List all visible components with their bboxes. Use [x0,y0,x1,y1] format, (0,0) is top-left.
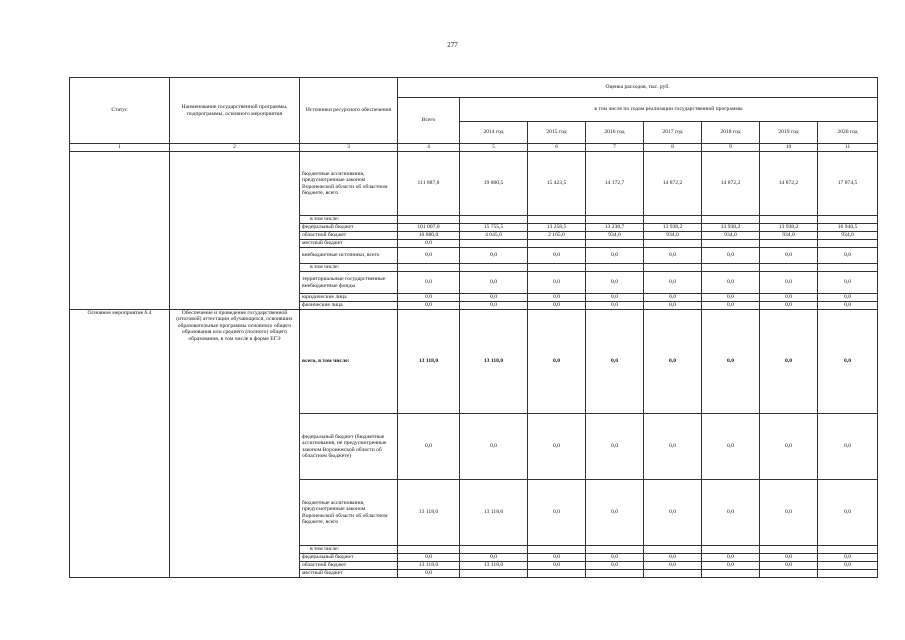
year-value-cell: 0,0 [760,310,818,414]
year-value-cell: 15 423,5 [528,152,586,216]
year-value-cell: 0,0 [644,310,702,414]
total-cell [398,216,460,224]
header-year: 2019 год [760,122,818,144]
year-value-cell [586,546,644,554]
total-cell: 0,0 [398,302,460,310]
year-value-cell: 0,0 [528,272,586,294]
total-cell: 10 880,0 [398,232,460,240]
year-value-cell: 0,0 [818,480,878,546]
year-value-cell: 0,0 [702,302,760,310]
total-cell: 0,0 [398,414,460,480]
year-value-cell: 934,0 [760,232,818,240]
year-value-cell [818,240,878,248]
year-value-cell [702,216,760,224]
year-value-cell: 0,0 [760,248,818,264]
source-cell: местный бюджет [300,240,398,248]
year-value-cell: 0,0 [460,248,528,264]
total-cell: 111 887,8 [398,152,460,216]
year-value-cell [586,570,644,578]
year-value-cell: 0,0 [528,294,586,302]
year-value-cell [528,264,586,272]
header-total: Всего [398,98,460,144]
year-value-cell: 0,0 [818,310,878,414]
year-value-cell: 0,0 [702,272,760,294]
year-value-cell [460,216,528,224]
year-value-cell: 0,0 [460,272,528,294]
year-value-cell: 0,0 [644,480,702,546]
year-value-cell [528,570,586,578]
total-cell: 13 118,0 [398,480,460,546]
year-value-cell: 16 940,5 [818,224,878,232]
source-cell: территориальные государственные внебюджетные фонды [300,272,398,294]
total-cell [398,264,460,272]
status-cell-empty [70,152,170,310]
year-value-cell [760,216,818,224]
column-number: 8 [644,144,702,152]
year-value-cell [528,240,586,248]
year-value-cell [760,570,818,578]
year-value-cell: 0,0 [818,414,878,480]
year-value-cell: 0,0 [760,562,818,570]
year-value-cell: 0,0 [818,294,878,302]
year-value-cell [586,216,644,224]
source-cell: всего, в том числе: [300,310,398,414]
source-cell: бюджетные ассигнования, предусмотренные законом Воронежской области об областном бюджете, всего [300,480,398,546]
year-value-cell [528,216,586,224]
year-value-cell: 13 118,0 [460,562,528,570]
table-row [70,310,878,414]
column-number: 6 [528,144,586,152]
year-value-cell: 934,0 [818,232,878,240]
year-value-cell: 0,0 [644,248,702,264]
year-value-cell: 0,0 [586,480,644,546]
total-cell: 0,0 [398,554,460,562]
source-cell: областной бюджет [300,562,398,570]
column-number: 7 [586,144,644,152]
header-by-years: в том числе по годам реализации государственной программы [460,98,878,122]
year-value-cell: 0,0 [586,294,644,302]
year-value-cell: 0,0 [528,302,586,310]
column-number: 1 [70,144,170,152]
year-value-cell: 0,0 [760,480,818,546]
year-value-cell [460,546,528,554]
year-value-cell: 0,0 [702,294,760,302]
year-value-cell: 0,0 [702,562,760,570]
year-value-cell: 0,0 [644,562,702,570]
year-value-cell [760,264,818,272]
total-cell: 0,0 [398,570,460,578]
header-year: 2020 год [818,122,878,144]
source-cell: местный бюджет [300,570,398,578]
year-value-cell: 14 872,2 [644,152,702,216]
year-value-cell [818,216,878,224]
source-cell: в том числе: [300,216,398,224]
budget-table [69,77,878,578]
year-value-cell: 0,0 [760,294,818,302]
year-value-cell: 13 938,2 [702,224,760,232]
year-value-cell: 0,0 [460,302,528,310]
year-value-cell: 13 118,0 [460,310,528,414]
year-value-cell: 13 938,2 [760,224,818,232]
header-estimate: Оценка расходов, тыс. руб. [398,78,878,98]
year-value-cell: 0,0 [460,294,528,302]
year-value-cell: 14 872,2 [702,152,760,216]
name-cell-empty [170,152,300,310]
table-row [70,152,878,216]
year-value-cell: 934,0 [702,232,760,240]
source-cell: в том числе: [300,264,398,272]
year-value-cell: 0,0 [644,294,702,302]
year-value-cell [818,570,878,578]
year-value-cell [586,240,644,248]
header-year: 2014 год [460,122,528,144]
column-number: 9 [702,144,760,152]
year-value-cell: 0,0 [702,554,760,562]
year-value-cell: 2 165,0 [528,232,586,240]
year-value-cell: 4 045,0 [460,232,528,240]
source-cell: внебюджетные источники, всего [300,248,398,264]
year-value-cell [460,240,528,248]
year-value-cell [818,546,878,554]
total-cell: 0,0 [398,272,460,294]
header-source: Источники ресурсного обеспечения [300,78,398,144]
year-value-cell: 0,0 [760,302,818,310]
header-year: 2018 год [702,122,760,144]
year-value-cell: 0,0 [702,480,760,546]
source-cell: областной бюджет [300,232,398,240]
year-value-cell: 0,0 [818,248,878,264]
year-value-cell [586,264,644,272]
year-value-cell: 0,0 [528,248,586,264]
year-value-cell: 13 238,7 [586,224,644,232]
year-value-cell: 0,0 [586,562,644,570]
year-value-cell: 934,0 [644,232,702,240]
year-value-cell: 0,0 [702,414,760,480]
column-number: 11 [818,144,878,152]
year-value-cell: 0,0 [586,302,644,310]
year-value-cell: 0,0 [586,248,644,264]
year-value-cell: 0,0 [528,310,586,414]
year-value-cell [644,570,702,578]
header-year: 2015 год [528,122,586,144]
year-value-cell: 13 118,0 [460,480,528,546]
year-value-cell [760,546,818,554]
year-value-cell: 0,0 [818,554,878,562]
year-value-cell: 13 258,5 [528,224,586,232]
year-value-cell: 17 874,5 [818,152,878,216]
year-value-cell: 0,0 [818,272,878,294]
year-value-cell [460,570,528,578]
year-value-cell: 0,0 [586,310,644,414]
year-value-cell [818,264,878,272]
year-value-cell: 0,0 [644,272,702,294]
column-number: 3 [300,144,398,152]
source-cell: федеральный бюджет [300,554,398,562]
total-cell: 13 118,0 [398,310,460,414]
column-number: 10 [760,144,818,152]
year-value-cell: 0,0 [586,414,644,480]
year-value-cell: 0,0 [644,302,702,310]
page-number: 277 [447,41,458,49]
year-value-cell [702,264,760,272]
total-cell: 101 007,8 [398,224,460,232]
total-cell: 13 118,0 [398,562,460,570]
source-cell: в том числе: [300,546,398,554]
year-value-cell [644,264,702,272]
total-cell [398,546,460,554]
year-value-cell: 0,0 [460,414,528,480]
year-value-cell [644,216,702,224]
column-number: 4 [398,144,460,152]
year-value-cell: 0,0 [702,248,760,264]
year-value-cell [760,240,818,248]
year-value-cell: 0,0 [760,414,818,480]
year-value-cell: 0,0 [760,554,818,562]
total-cell: 0,0 [398,248,460,264]
year-value-cell [644,546,702,554]
year-value-cell: 14 172,7 [586,152,644,216]
year-value-cell: 0,0 [528,562,586,570]
year-value-cell: 0,0 [586,272,644,294]
year-value-cell [528,546,586,554]
year-value-cell: 0,0 [528,414,586,480]
header-name: Наименование государственной программы, подпрограммы, основного мероприятия [170,78,300,144]
year-value-cell [644,240,702,248]
year-value-cell: 0,0 [760,272,818,294]
year-value-cell: 0,0 [644,554,702,562]
year-value-cell: 0,0 [818,302,878,310]
header-status: Статус [70,78,170,144]
header-year: 2016 год [586,122,644,144]
source-cell: юридические лица [300,294,398,302]
header-year: 2017 год [644,122,702,144]
year-value-cell: 0,0 [460,554,528,562]
year-value-cell: 14 872,2 [760,152,818,216]
year-value-cell: 0,0 [702,310,760,414]
source-cell: федеральный бюджет (бюджетные ассигнования, не предусмотренные законом Воронежской области об областном бюджете) [300,414,398,480]
source-cell: федеральный бюджет [300,224,398,232]
source-cell: физические лица [300,302,398,310]
year-value-cell: 0,0 [644,414,702,480]
year-value-cell: 934,0 [586,232,644,240]
year-value-cell [702,546,760,554]
year-value-cell: 0,0 [818,562,878,570]
year-value-cell [460,264,528,272]
measure-status: Основное мероприятие 6.4 [70,310,170,578]
year-value-cell: 13 938,2 [644,224,702,232]
measure-name: Обеспечение и проведение государственной (итоговой) аттестации обучающихся, освоивших образовательные программы основного общего образования или среднего (полного) общего образования, в том числе в форме ЕГЭ [170,310,300,578]
year-value-cell: 0,0 [586,554,644,562]
year-value-cell [702,240,760,248]
column-number: 5 [460,144,528,152]
year-value-cell: 19 800,5 [460,152,528,216]
total-cell: 0,0 [398,240,460,248]
year-value-cell [702,570,760,578]
year-value-cell: 0,0 [528,480,586,546]
total-cell: 0,0 [398,294,460,302]
year-value-cell: 15 755,5 [460,224,528,232]
year-value-cell: 0,0 [528,554,586,562]
column-number: 2 [170,144,300,152]
source-cell: бюджетные ассигнования, предусмотренные законом Воронежской области об областном бюджете, всего [300,152,398,216]
